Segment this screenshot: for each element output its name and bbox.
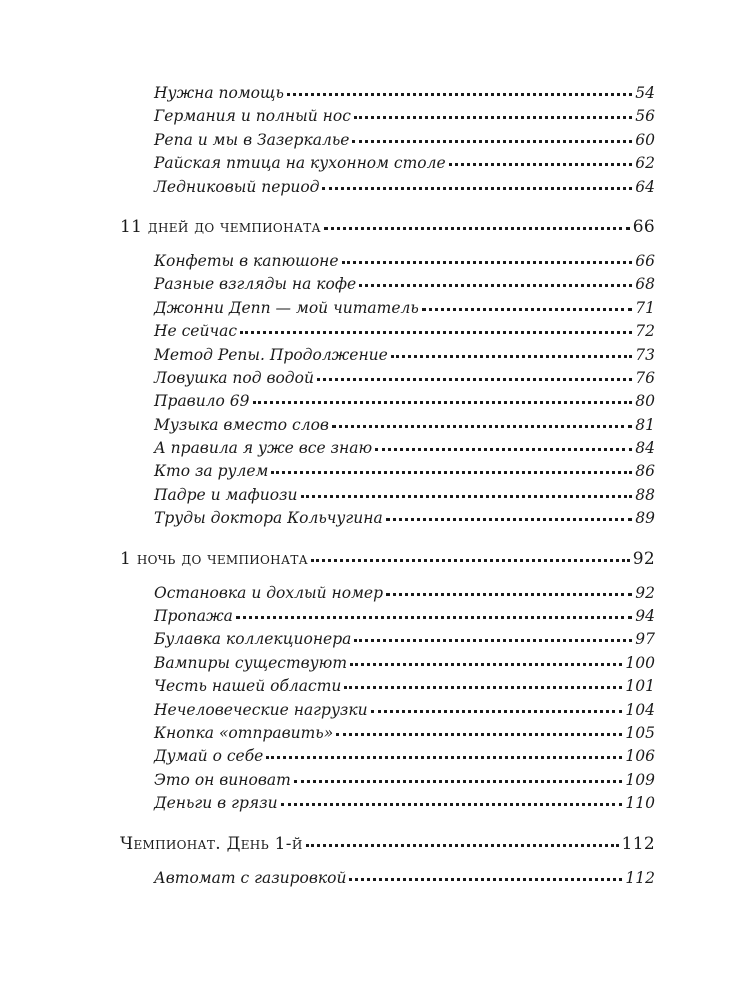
toc-entry-page: 76	[635, 368, 655, 387]
dot-leader	[386, 593, 632, 596]
toc-entry-page: 80	[635, 392, 655, 411]
toc-entry	[120, 867, 655, 890]
toc-entry-title: Нечеловеческие нагрузки	[154, 700, 368, 719]
dot-leader	[422, 308, 632, 311]
toc-section-entries	[120, 250, 655, 531]
toc-entry-page: 56	[635, 107, 655, 126]
toc-entry-page: 72	[635, 322, 655, 341]
dot-leader	[359, 284, 632, 287]
toc-entry-title: Репа и мы в Зазеркалье	[154, 130, 350, 149]
toc-leading-group	[120, 82, 655, 199]
toc-entry-page: 97	[635, 630, 655, 649]
dot-leader	[301, 495, 633, 498]
toc-entry-page: 84	[635, 439, 655, 458]
toc-entry	[120, 367, 655, 390]
dot-leader	[236, 616, 632, 619]
dot-leader	[354, 116, 632, 119]
toc-entry	[120, 390, 655, 413]
toc-entry	[120, 722, 655, 745]
dot-leader	[266, 756, 622, 759]
toc-entry	[120, 628, 655, 651]
dot-leader	[271, 471, 632, 474]
dot-leader	[391, 355, 632, 358]
toc-entry-title: Нужна помощь	[154, 84, 284, 102]
toc-entry	[120, 792, 655, 815]
toc-entry	[120, 460, 655, 483]
toc-entry-page: 110	[625, 794, 655, 813]
toc-entry-title: Автомат с газировкой	[154, 868, 347, 887]
dot-leader	[294, 780, 623, 783]
dot-leader	[306, 844, 619, 847]
toc-entry	[120, 320, 655, 343]
toc-entry-title: Музыка вместо слов	[154, 415, 329, 434]
toc-entry-page: 92	[635, 583, 655, 602]
toc-section-heading	[120, 545, 655, 573]
toc-section-entries	[120, 867, 655, 890]
toc-entry-page: 60	[635, 130, 655, 149]
toc-entry-title: Райская птица на кухонном столе	[154, 154, 446, 173]
toc-entry-page: 81	[635, 415, 655, 434]
toc-entry-page: 68	[635, 275, 655, 294]
dot-leader	[449, 163, 633, 166]
dot-leader	[317, 378, 632, 381]
toc-entry-page: 73	[635, 345, 655, 364]
toc-entry	[120, 344, 655, 367]
toc-section-page: 66	[632, 216, 655, 237]
toc-entry-page: 101	[625, 677, 655, 696]
toc-entry-title: Правило 69	[154, 392, 250, 411]
toc-entry-title: Джонни Депп — мой читатель	[154, 298, 419, 317]
toc-entry-page: 112	[625, 868, 655, 887]
dot-leader	[281, 803, 623, 806]
toc-section-heading	[120, 213, 655, 241]
dot-leader	[352, 140, 632, 143]
dot-leader	[253, 401, 633, 404]
toc-entry	[120, 105, 655, 128]
dot-leader	[332, 425, 632, 428]
dot-leader	[349, 878, 622, 881]
toc-entry-title: Думай о себе	[154, 747, 264, 766]
toc-entry	[120, 176, 655, 199]
toc-entry	[120, 414, 655, 437]
toc-entry-page: 100	[625, 653, 655, 672]
toc-entry-title: Труды доктора Кольчугина	[154, 509, 383, 528]
toc-entry	[120, 769, 655, 792]
toc-entry-page: 54	[635, 84, 655, 102]
toc-entry	[120, 129, 655, 152]
dot-leader	[375, 448, 632, 451]
toc-entry-title: Ловушка под водой	[154, 368, 314, 387]
toc-section-page: 112	[621, 833, 655, 854]
toc-section-title: Чемпионат. День 1-й	[120, 833, 303, 854]
toc-entry-page: 66	[635, 251, 655, 270]
toc-entry-title: Честь нашей области	[154, 677, 342, 696]
dot-leader	[322, 187, 632, 190]
toc-entry-title: Остановка и дохлый номер	[154, 583, 384, 602]
toc-entry-title: Не сейчас	[154, 322, 238, 341]
dot-leader	[240, 331, 632, 334]
toc-entry-title: Разные взгляды на кофе	[154, 275, 357, 294]
toc-entry-page: 104	[625, 700, 655, 719]
toc-entry	[120, 273, 655, 296]
toc-entry	[120, 82, 655, 105]
toc-entry-title: Вампиры существуют	[154, 653, 348, 672]
toc-entry-title: Пропажа	[154, 607, 233, 626]
toc-entry-page: 94	[635, 607, 655, 626]
toc-entry-title: Кнопка «отправить»	[154, 723, 334, 742]
toc-entry-page: 105	[625, 723, 655, 742]
toc-entry-page: 109	[625, 770, 655, 789]
toc-entry	[120, 582, 655, 605]
dot-leader	[386, 518, 633, 521]
toc-entry-title: Булавка коллекционера	[154, 630, 352, 649]
toc-entry-title: Германия и полный нос	[154, 107, 351, 126]
toc-entry-title: А правила я уже все знаю	[154, 439, 373, 458]
toc-entry	[120, 297, 655, 320]
toc-section-title: 1 ночь до чемпионата	[120, 548, 309, 569]
toc-entry-title: Ледниковый период	[154, 177, 320, 196]
toc-entry-page: 64	[635, 177, 655, 196]
toc-entry	[120, 250, 655, 273]
dot-leader	[354, 639, 632, 642]
toc-entry	[120, 484, 655, 507]
toc-entry-title: Деньги в грязи	[154, 794, 278, 813]
toc-entry-page: 88	[635, 485, 655, 504]
dot-leader	[371, 710, 623, 713]
toc-entry	[120, 699, 655, 722]
toc-entry	[120, 675, 655, 698]
dot-leader	[336, 733, 622, 736]
toc-entry-title: Это он виноват	[154, 770, 291, 789]
toc-entry-page: 62	[635, 154, 655, 173]
toc-entry	[120, 652, 655, 675]
toc-entry	[120, 745, 655, 768]
toc-entry-title: Метод Репы. Продолжение	[154, 345, 388, 364]
toc-entry	[120, 437, 655, 460]
toc-entry-page: 89	[635, 509, 655, 528]
dot-leader	[344, 686, 622, 689]
toc-entry-page: 106	[625, 747, 655, 766]
dot-leader	[287, 93, 632, 96]
toc-section-entries	[120, 582, 655, 816]
toc-section-title: 11 дней до чемпионата	[120, 216, 321, 237]
toc-section-page: 92	[632, 548, 655, 569]
table-of-contents	[120, 82, 655, 890]
toc-entry	[120, 152, 655, 175]
toc-entry-title: Кто за рулем	[154, 462, 269, 481]
toc-entry-title: Конфеты в капюшоне	[154, 251, 339, 270]
dot-leader	[350, 663, 622, 666]
dot-leader	[342, 261, 633, 264]
toc-entry	[120, 605, 655, 628]
toc-entry-page: 86	[635, 462, 655, 481]
toc-section-heading	[120, 830, 655, 858]
dot-leader	[311, 559, 630, 562]
toc-entry-title: Падре и мафиози	[154, 485, 298, 504]
toc-entry	[120, 507, 655, 530]
dot-leader	[324, 227, 630, 230]
toc-entry-page: 71	[635, 298, 655, 317]
